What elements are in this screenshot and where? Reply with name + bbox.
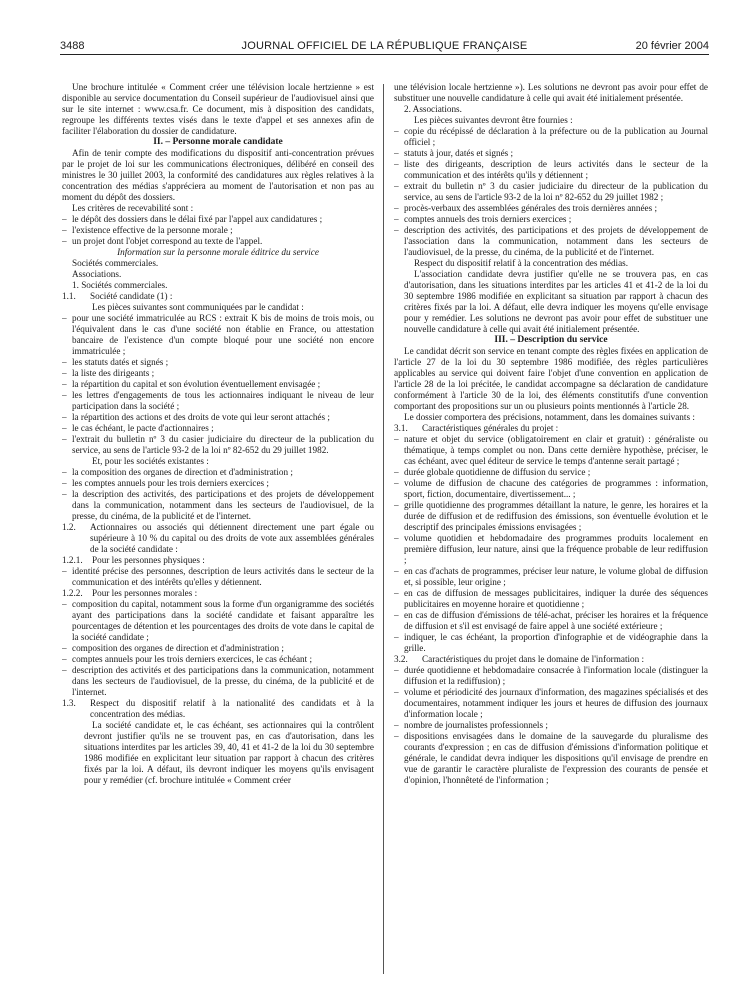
intro-paragraph: Une brochure intitulée « Comment créer une télévision locale hertzienne » est disponible au service documentation du Conseil supérieur de l'audiovisuel ainsi que sur le site internet : www.csa.fr. Ce document, mis à disposition des candidats, regroupe les différents textes visés dans le texte d'appel et ses annexes afin de faciliter l'élaboration du dossier de candidature. bbox=[62, 82, 374, 136]
paragraph-continued: une télévision locale hertzienne »). Les solutions ne devront pas avoir pour effet de substituer une nouvelle candidature à celle qui avait été initialement présentée. bbox=[394, 82, 708, 103]
paragraph: Les pièces suivantes sont communiquées par le candidat : bbox=[92, 302, 304, 312]
list-item: – la répartition du capital et son évolution éventuellement envisagée ; bbox=[62, 379, 374, 390]
item-text: Respect du dispositif relatif à la nationalité des candidats et à la concentration des médias. bbox=[90, 698, 374, 719]
paragraph: Sociétés commerciales. bbox=[72, 258, 159, 268]
numbered-heading bbox=[62, 698, 374, 720]
list-item: – durée globale quotidienne de diffusion du service ; bbox=[394, 467, 708, 478]
paragraph: Les pièces suivantes devront être fournies : bbox=[414, 115, 573, 125]
list-item: – volume de diffusion de chacune des catégories de programmes : information, sport, fiction, documentaire, divertissement... ; bbox=[394, 478, 708, 500]
list-item: – en cas de diffusion de messages publicitaires, indiquer la durée des séquences publicitaires en moyenne horaire et quotidienne ; bbox=[394, 588, 708, 610]
subsection-title: Information sur la personne morale éditrice du service bbox=[117, 247, 319, 257]
paragraph: L'association candidate devra justifier qu'elle ne se trouvera pas, en cas d'autorisation, dans les situations interdites par les articles 41 et 41-2 de la loi du 30 septembre 1986 modifiée en explicitant sa situation par rapport à chacun des critères fixés par la loi. A défaut, elle devra indiquer les moyens qu'elle envisage pour y remédier. Les solutions ne devront pas avoir pour effet de substituer une nouvelle candidature à celle qui avait été initialement présentée. bbox=[404, 269, 708, 334]
list-item: – volume quotidien et hebdomadaire des programmes produits localement en première diffusion, leur nature, ainsi que la fréquence probable de leur rediffusion ; bbox=[394, 533, 708, 566]
item-text: Pour les personnes morales : bbox=[92, 588, 198, 598]
numbered-heading bbox=[62, 588, 374, 599]
list-item: – copie du récépissé de déclaration à la préfecture ou de la publication au Journal officiel ; bbox=[394, 126, 708, 148]
item-text: Pour les personnes physiques : bbox=[92, 555, 205, 565]
paragraph: Associations. bbox=[72, 269, 122, 279]
paragraph: Afin de tenir compte des modifications du dispositif anti-concentration prévues par le projet de loi sur les communications électroniques, délibéré en conseil des ministres le 30 juillet 2003, la conformité des candidatures aux règles relatives à la concentration des médias s'appréciera au moment de l'autorisation et non pas au moment du dépôt des dossiers. bbox=[62, 148, 374, 202]
item-number: 1.1. bbox=[62, 291, 76, 301]
right-column bbox=[394, 82, 708, 982]
list-item: – dispositions envisagées dans le domaine de la sauvegarde du pluralisme des courants d'expression ; en cas de diffusion d'émissions d'information politique et générale, le candidat devra indiquer les dispositions qu'il envisage de prendre en vue de garantir le caractère pluraliste de l'expression des courants de pensée et d'opinion, l'honnêteté de l'information ; bbox=[394, 731, 708, 786]
list-item: – extrait du bulletin nº 3 du casier judiciaire du directeur de la publication du service, au sens de l'article 93-2 de la loi nº 82-652 du 29 juillet 1982 ; bbox=[394, 181, 708, 203]
list-item: – statuts à jour, datés et signés ; bbox=[394, 148, 708, 159]
item-number: 1.3. bbox=[62, 698, 76, 708]
list-item: – les lettres d'engagements de tous les actionnaires indiquant le niveau de leur participation dans la société ; bbox=[62, 390, 374, 412]
list-item: – la liste des dirigeants ; bbox=[62, 368, 374, 379]
list-item: – l'existence effective de la personne morale ; bbox=[62, 225, 374, 236]
list-item: – la description des activités, des participations et des projets de développement dans la communication, notamment dans les secteurs de l'audiovisuel, de la presse, du cinéma, de la publicité et de l'internet. bbox=[62, 489, 374, 522]
numbered-heading bbox=[62, 291, 374, 302]
list-item: – pour une société immatriculée au RCS : extrait K bis de moins de trois mois, ou l'équivalent dans le cas d'une société non établie en France, ou attestation bancaire de l'existence d'un compte bloqué pour une société non encore immatriculée ; bbox=[62, 313, 374, 357]
list-item: – le dépôt des dossiers dans le délai fixé par l'appel aux candidatures ; bbox=[62, 214, 374, 225]
list-item: – liste des dirigeants, description de leurs activités dans le secteur de la communication et des intérêts qu'ils y détiennent ; bbox=[394, 159, 708, 181]
item-number: 3.2. bbox=[394, 654, 408, 664]
list-item: – la répartition des actions et des droits de vote qui leur seront attachés ; bbox=[62, 412, 374, 423]
paragraph: Le candidat décrit son service en tenant compte des règles fixées en application de l'article 27 de la loi du 30 septembre 1986 modifiée, des règles particulières applicables au service qui doivent faire l'objet d'une convention en application de l'article 28 de la loi précitée, le candidat accompagne sa déclaration de candidature conformément à l'article 30 de la loi, des éléments constitutifs d'une convention comportant des propositions sur un ou plusieurs points mentionnés à l'article 28. bbox=[394, 346, 708, 411]
item-text: Caractéristiques générales du projet : bbox=[422, 423, 559, 433]
list-item: – les statuts datés et signés ; bbox=[62, 357, 374, 368]
paragraph: Respect du dispositif relatif à la concentration des médias. bbox=[414, 258, 629, 268]
numbered-heading bbox=[62, 555, 374, 566]
list-item: – durée quotidienne et hebdomadaire consacrée à l'information locale (distinguer la diffusion et la rediffusion) ; bbox=[394, 665, 708, 687]
list-item: – le cas échéant, le pacte d'actionnaires ; bbox=[62, 423, 374, 434]
journal-title: JOURNAL OFFICIEL DE LA RÉPUBLIQUE FRANÇAISE bbox=[241, 40, 528, 52]
list-item: – comptes annuels pour les trois derniers exercices, le cas échéant ; bbox=[62, 654, 374, 665]
section-label: 2. Associations. bbox=[404, 104, 462, 114]
issue-date: 20 février 2004 bbox=[635, 40, 709, 52]
list-item: – description des activités, des participations et des projets de développement de l'association dans la communication, notamment dans les secteurs de l'audiovisuel, de la presse, du cinéma, de la publicité et de l'internet. bbox=[394, 225, 708, 258]
item-number: 1.2.2. bbox=[62, 588, 83, 598]
section-heading-ii: II. – Personne morale candidate bbox=[153, 137, 283, 147]
list-item: – en cas d'achats de programmes, préciser leur nature, le volume global de diffusion et, si possible, leur origine ; bbox=[394, 566, 708, 588]
section-label: 1. Sociétés commerciales. bbox=[72, 280, 168, 290]
paragraph: Le dossier comportera des précisions, notamment, dans les domaines suivants : bbox=[404, 412, 695, 422]
item-number: 1.2. bbox=[62, 522, 76, 532]
item-text: Caractéristiques du projet dans le domaine de l'information : bbox=[422, 654, 645, 664]
list-item: – identité précise des personnes, description de leurs activités dans le secteur de la communication et des intérêts qu'elles y détiennent. bbox=[62, 566, 374, 588]
list-item: – description des activités et des participations dans la communication, notamment dans les secteurs de l'audiovisuel, de la presse, du cinéma, de la publicité et de l'internet. bbox=[62, 665, 374, 698]
page-number: 3488 bbox=[60, 40, 85, 52]
item-text: Société candidate (1) : bbox=[90, 291, 173, 301]
item-number: 3.1. bbox=[394, 423, 408, 433]
left-column bbox=[62, 82, 374, 982]
column-divider bbox=[383, 84, 384, 974]
page-header bbox=[60, 40, 709, 55]
list-item: – l'extrait du bulletin nº 3 du casier judiciaire du directeur de la publication du service, au sens de l'article 93-2 de la loi nº 82-652 du 29 juillet 1982. bbox=[62, 434, 374, 456]
item-text: Actionnaires ou associés qui détiennent directement une part égale ou supérieure à 10 % du capital ou des droits de vote aux assemblées générales de la société candidate : bbox=[90, 522, 374, 554]
list-item: – grille quotidienne des programmes détaillant la nature, le genre, les horaires et la durée de diffusion et de rediffusion des émissions, son éventuelle évolution et le descriptif des principales émissions envisagées ; bbox=[394, 500, 708, 533]
list-item: – nature et objet du service (obligatoirement en clair et gratuit) : généraliste ou thématique, à temps complet ou non. Dans cette dernière hypothèse, préciser, le cas échéant, avec quel éditeur de service le temps d'antenne serait partagé ; bbox=[394, 434, 708, 467]
list-item: – comptes annuels des trois derniers exercices ; bbox=[394, 214, 708, 225]
list-item: – les comptes annuels pour les trois derniers exercices ; bbox=[62, 478, 374, 489]
numbered-heading bbox=[62, 522, 374, 555]
list-item: – volume et périodicité des journaux d'information, des magazines spécialisés et des documentaires, notamment indiquer les jours et heures de diffusion des journaux d'information locale ; bbox=[394, 687, 708, 720]
list-item: – indiquer, le cas échéant, la proportion d'infographie et de vidéographie dans la grille. bbox=[394, 632, 708, 654]
list-item: – un projet dont l'objet correspond au texte de l'appel. bbox=[62, 236, 374, 247]
paragraph: Les critères de recevabilité sont : bbox=[72, 203, 194, 213]
list-item: – nombre de journalistes professionnels ; bbox=[394, 720, 708, 731]
numbered-heading bbox=[394, 654, 708, 665]
list-item: – procès-verbaux des assemblées générales des trois dernières années ; bbox=[394, 203, 708, 214]
numbered-heading bbox=[394, 423, 708, 434]
list-item: – composition du capital, notamment sous la forme d'un organigramme des sociétés ayant des participations dans la société candidate et faisant apparaître les pourcentages de détention et les pourcentages des droits de vote dans le capital de la société candidate ; bbox=[62, 599, 374, 643]
section-heading-iii: III. – Description du service bbox=[494, 335, 608, 345]
paragraph: La société candidate et, le cas échéant, ses actionnaires qui la contrôlent devront justifier qu'ils ne se trouvent pas, en cas d'autorisation, dans les situations interdites par les articles 39, 40, 41 et 41-2 de la loi du 30 septembre 1986 modifiée en explicitant leur situation par rapport à chacun des critères fixés par la loi. A défaut, ils devront indiquer les moyens qu'ils envisagent pour y remédier (cf. brochure intitulée « Comment créer bbox=[84, 720, 374, 785]
list-item: – composition des organes de direction et d'administration ; bbox=[62, 643, 374, 654]
paragraph: Et, pour les sociétés existantes : bbox=[92, 456, 209, 466]
item-number: 1.2.1. bbox=[62, 555, 83, 565]
list-item: – en cas de diffusion d'émissions de télé-achat, préciser les horaires et la fréquence de diffusion et s'il est envisagé de faire appel à une société extérieure ; bbox=[394, 610, 708, 632]
list-item: – la composition des organes de direction et d'administration ; bbox=[62, 467, 374, 478]
